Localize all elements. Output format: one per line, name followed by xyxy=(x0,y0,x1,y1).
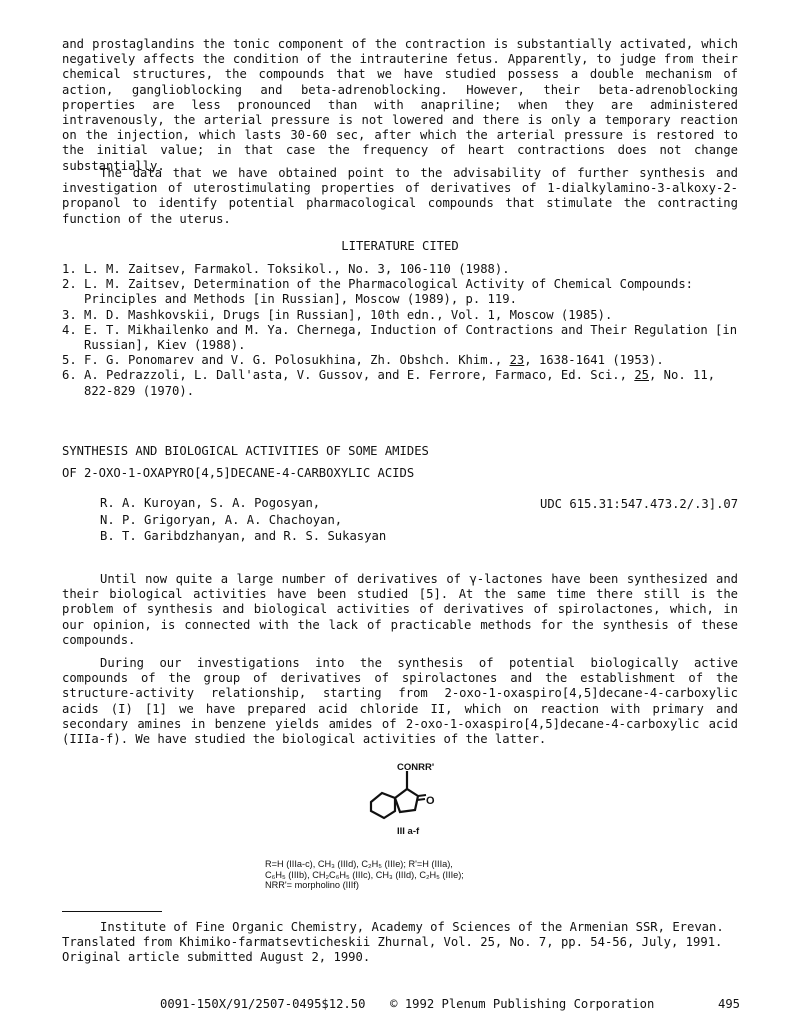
conclusion-paragraph: The data that we have obtained point to the advisability of further synthesis and investigation of uterostimulating properties of derivatives of 1-dialkylamino-3-alkoxy-2-propanol to identify potential pharmacological compounds that stimulate the contracting function of the uterus. xyxy=(62,166,738,226)
udc-code: UDC 615.31:547.473.2/.3].07 xyxy=(540,497,739,511)
carbonyl-bond xyxy=(417,799,425,800)
author-line: N. P. Grigoryan, A. A. Chachoyan, xyxy=(100,512,343,527)
intro-paragraph: and prostaglandins the tonic component of the contraction is substantially activated, which negatively affects the condition of the intrauterine fetus. Apparently, to judge from their chemical structures, the compounds that we have studied possess a double mechanism of action, ganglioblocking and beta-adrenoblocking. However, their beta-adrenoblocking properties are less pronounced than with anapriline; when they are administered intravenously, the arterial pressure is not lowered and there is only a temporary reaction on the injection, which lasts 30-60 sec, after which the arterial pressure is restored to the initial value; in that case the frequency of heart contractions does not change substantially. xyxy=(62,37,738,173)
copyright-notice: © 1992 Plenum Publishing Corporation xyxy=(390,997,655,1011)
literature-heading: LITERATURE CITED xyxy=(341,239,459,253)
reference-text: E. T. Mikhailenko and M. Ya. Chernega, Induction of Contractions and Their Regulation [in Russian], Kiev (1988). xyxy=(84,322,738,353)
reference-number: 4. xyxy=(62,322,77,337)
carbonyl-oxygen-label: O xyxy=(426,795,435,807)
conclusion-paragraph-block xyxy=(62,166,738,227)
reference-number: 6. xyxy=(62,368,77,383)
reference-item xyxy=(62,368,738,398)
reference-item xyxy=(62,323,738,353)
legend-line: C₆H₅ (IIIb), CH₂C₆H₅ (IIIc), CH₃ (IIId), C₂H₅ (IIIe); xyxy=(265,869,464,880)
reference-text xyxy=(84,368,738,398)
reference-item xyxy=(62,308,738,323)
legend-line: NRR'= morpholino (IIIf) xyxy=(265,880,359,891)
article-paragraph-1-block xyxy=(62,572,738,648)
reference-text: L. M. Zaitsev, Determination of the Pharmacological Activity of Chemical Compounds: Principles and Methods [in Russian], Moscow (1989), p. 119. xyxy=(84,277,694,307)
article-title-line-2: OF 2-OXO-1-OXAPYRO[4,5]DECANE-4-CARBOXYLIC ACIDS xyxy=(62,466,415,480)
author-list xyxy=(100,495,430,545)
cyclohexane-ring xyxy=(371,793,395,818)
footnote-rule xyxy=(62,911,162,912)
reference-volume: 25 xyxy=(634,368,649,383)
reference-item xyxy=(62,262,738,277)
issn-code: 0091-150X/91/2507-0495$12.50 xyxy=(160,997,366,1011)
reference-text-after: , 1638-1641 (1953). xyxy=(524,353,664,368)
author-line: R. A. Kuroyan, S. A. Pogosyan, xyxy=(100,496,321,510)
structure-legend xyxy=(265,859,464,891)
reference-number: 2. xyxy=(62,277,77,292)
reference-text: L. M. Zaitsev, Farmakol. Toksikol., No. 3, 106-110 (1988). xyxy=(84,262,510,276)
reference-number: 5. xyxy=(62,353,77,368)
reference-text xyxy=(84,353,738,368)
bottom-line xyxy=(160,997,740,1012)
article-paragraph-2-block xyxy=(62,656,738,747)
reference-text-before: F. G. Ponomarev and V. G. Polosukhina, Zh. Obshch. Khim., xyxy=(84,353,510,368)
intro-paragraph-block xyxy=(62,37,738,174)
footer-note: Institute of Fine Organic Chemistry, Academy of Sciences of the Armenian SSR, Erevan. Translated from Khimiko-farmatsevticheskii Zhurnal, Vol. 25, No. 7, pp. 54-56, July, 1991. Original article submitted August 2, 1990. xyxy=(62,920,724,965)
legend-line: R=H (IIIa-c), CH₃ (IIId), C₂H₅ (IIIe); R'=H (IIIa), xyxy=(265,859,453,869)
page-number: 495 xyxy=(717,997,740,1011)
chemical-structure xyxy=(360,758,470,845)
reference-number: 1. xyxy=(62,262,77,276)
reference-item xyxy=(62,353,738,368)
carbonyl-bond xyxy=(418,795,426,796)
reference-volume: 23 xyxy=(509,353,525,368)
substituent-label: CONRR' xyxy=(397,762,435,773)
author-line: B. T. Garibdzhanyan, and R. S. Sukasyan xyxy=(100,529,387,543)
reference-text-after: , No. 11, 822-829 (1970). xyxy=(84,368,716,398)
reference-text-before: A. Pedrazzoli, L. Dall'asta, V. Gussov, and E. Ferrore, Farmaco, Ed. Sci., xyxy=(84,368,635,383)
reference-item xyxy=(62,277,738,307)
reference-number: 3. xyxy=(62,307,77,322)
article-paragraph-2: During our investigations into the synthesis of potential biologically active compounds of the group of derivatives of spirolactones and the establishment of the structure-activity relationship, starting from 2-oxo-1-oxaspiro[4,5]decane-4-carboxylic acids (I) [1] we have prepared acid chloride II, which on reaction with primary and secondary amines in benzene yields amides of 2-oxo-1-oxaspiro[4,5]decane-4-carboxylic acid (IIIa-f). We have studied the biological activities of the latter. xyxy=(62,656,738,747)
structure-drawing xyxy=(360,758,470,840)
lactone-ring xyxy=(395,789,418,812)
compound-label: III a-f xyxy=(397,826,420,837)
reference-list xyxy=(62,262,738,399)
reference-text: M. D. Mashkovskii, Drugs [in Russian], 10th edn., Vol. 1, Moscow (1985). xyxy=(84,307,613,322)
article-title-line-1: SYNTHESIS AND BIOLOGICAL ACTIVITIES OF SOME AMIDES xyxy=(62,444,429,458)
article-paragraph-1: Until now quite a large number of derivatives of γ-lactones have been synthesized and their biological activities have been studied [5]. At the same time there still is the problem of synthesis and biological activities of derivatives of spirolactones, which, in our opinion, is connected with the lack of practicable methods for the synthesis of these compounds. xyxy=(62,572,738,647)
